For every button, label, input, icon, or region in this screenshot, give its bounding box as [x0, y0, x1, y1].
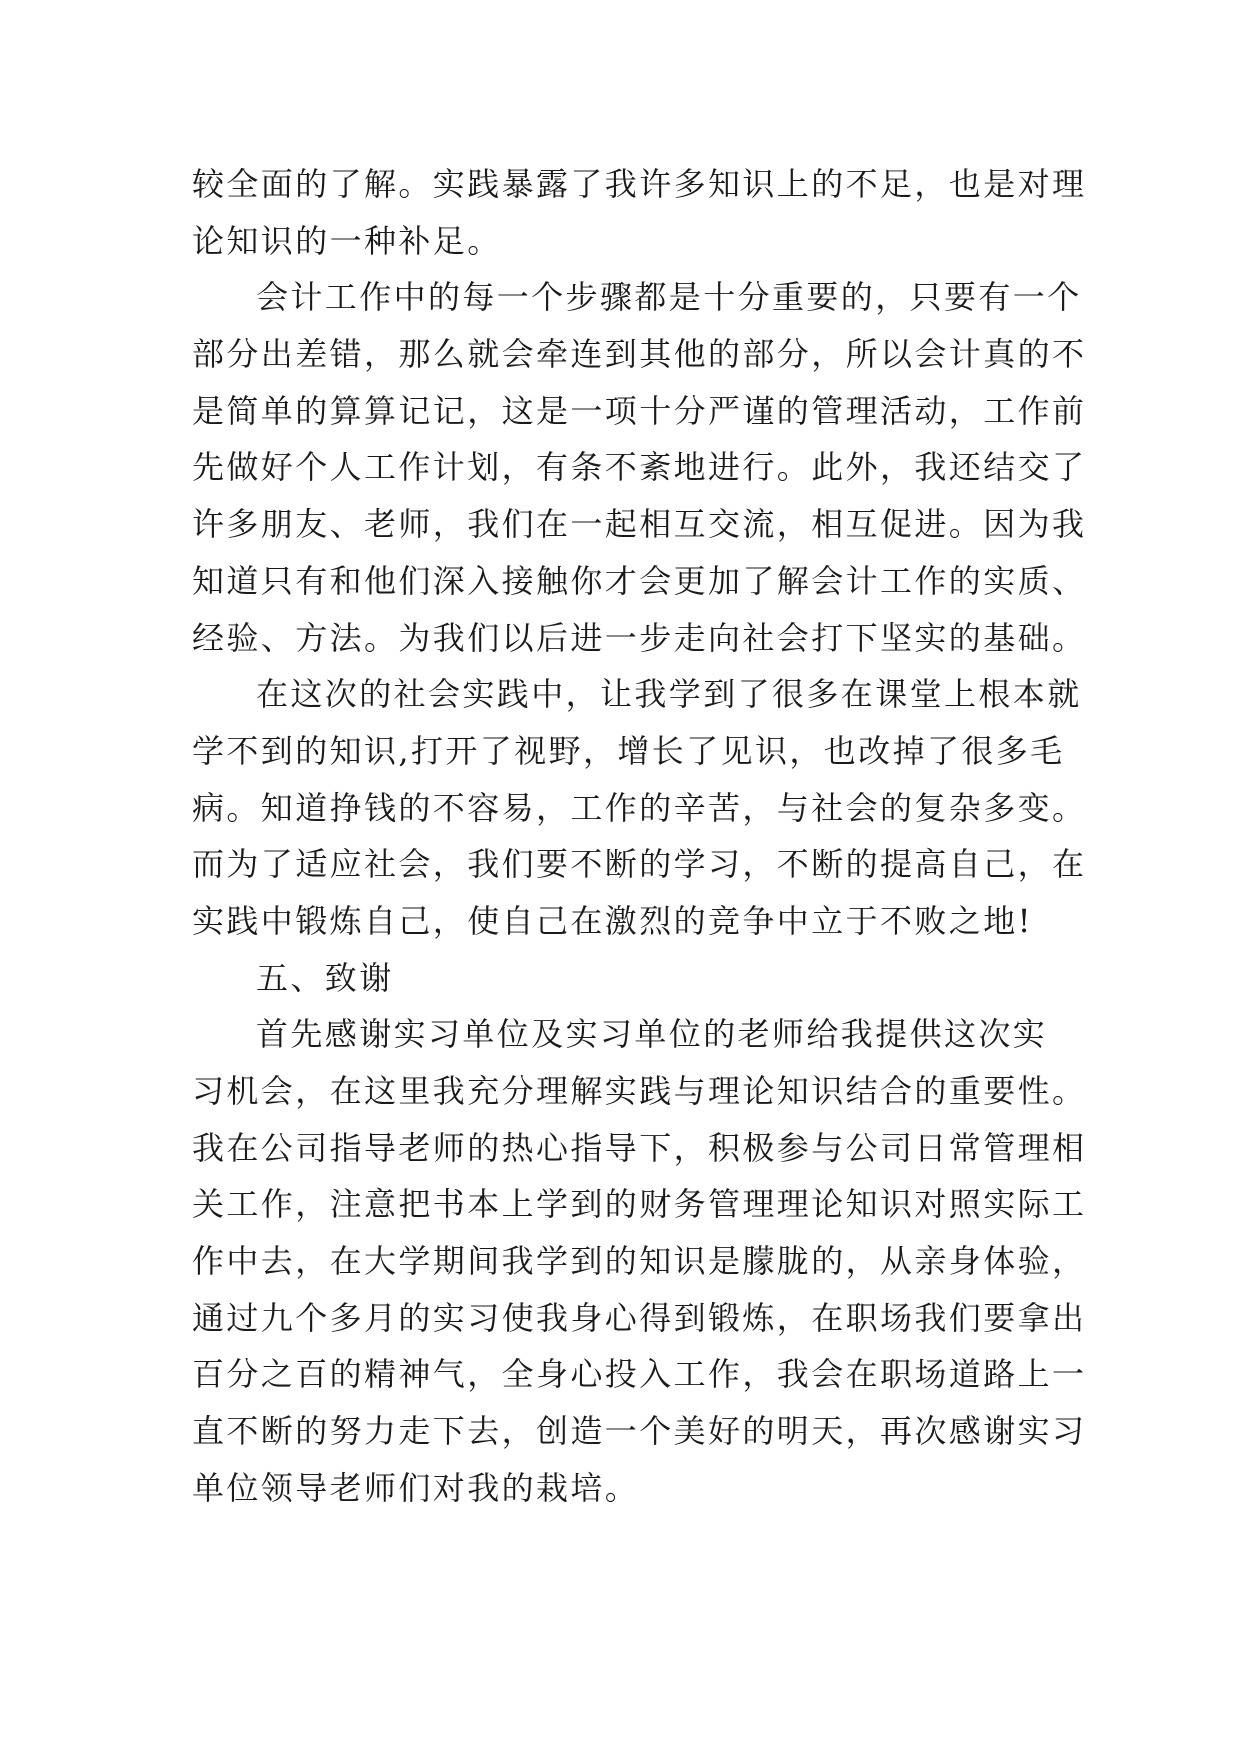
text-line: 直不断的努力走下去，创造一个美好的明天，再次感谢实习	[192, 1412, 1087, 1451]
text-line: 先做好个人工作计划，有条不紊地进行。此外，我还结交了	[192, 448, 1087, 487]
text-line: 百分之百的精神气，全身心投入工作，我会在职场道路上一	[192, 1355, 1087, 1394]
paragraph-start-line: 首先感谢实习单位及实习单位的老师给我提供这次实	[256, 1015, 1048, 1054]
document-body	[192, 156, 1087, 1517]
text-line: 实践中锻炼自己，使自己在激烈的竞争中立于不败之地!	[192, 901, 1033, 940]
text-line: 作中去，在大学期间我学到的知识是朦胧的，从亲身体验，	[192, 1242, 1087, 1281]
text-line: 较全面的了解。实践暴露了我许多知识上的不足，也是对理	[192, 165, 1087, 203]
text-line: 部分出差错，那么就会牵连到其他的部分，所以会计真的不	[192, 335, 1087, 374]
text-line: 知道只有和他们深入接触你才会更加了解会计工作的实质、	[192, 561, 1087, 600]
paragraph-start-line: 在这次的社会实践中，让我学到了很多在课堂上根本就	[256, 675, 1082, 714]
text-line: 我在公司指导老师的热心指导下，积极参与公司日常管理相	[192, 1128, 1087, 1167]
text-line: 经验、方法。为我们以后进一步走向社会打下坚实的基础。	[192, 618, 1087, 657]
text-line: 许多朋友、老师，我们在一起相互交流，相互促进。因为我	[192, 505, 1087, 544]
text-line: 学不到的知识,打开了视野，增长了见识，也改掉了很多毛	[192, 731, 1065, 770]
text-line: 习机会，在这里我充分理解实践与理论知识结合的重要性。	[192, 1072, 1087, 1110]
text-line: 关工作，注意把书本上学到的财务管理理论知识对照实际工	[192, 1185, 1087, 1224]
paragraph-start-line: 会计工作中的每一个步骤都是十分重要的，只要有一个	[256, 278, 1082, 317]
text-line: 是简单的算算记记，这是一项十分严谨的管理活动，工作前	[192, 391, 1087, 430]
text-line: 而为了适应社会，我们要不断的学习，不断的提高自己，在	[192, 845, 1087, 884]
text-line: 通过九个多月的实习使我身心得到锻炼，在职场我们要拿出	[192, 1298, 1087, 1337]
text-line: 论知识的一种补足。	[192, 221, 502, 260]
text-line: 单位领导老师们对我的栽培。	[192, 1468, 640, 1507]
text-line: 病。知道挣钱的不容易，工作的辛苦，与社会的复杂多变。	[192, 788, 1087, 827]
section-heading: 五、致谢	[256, 958, 394, 997]
